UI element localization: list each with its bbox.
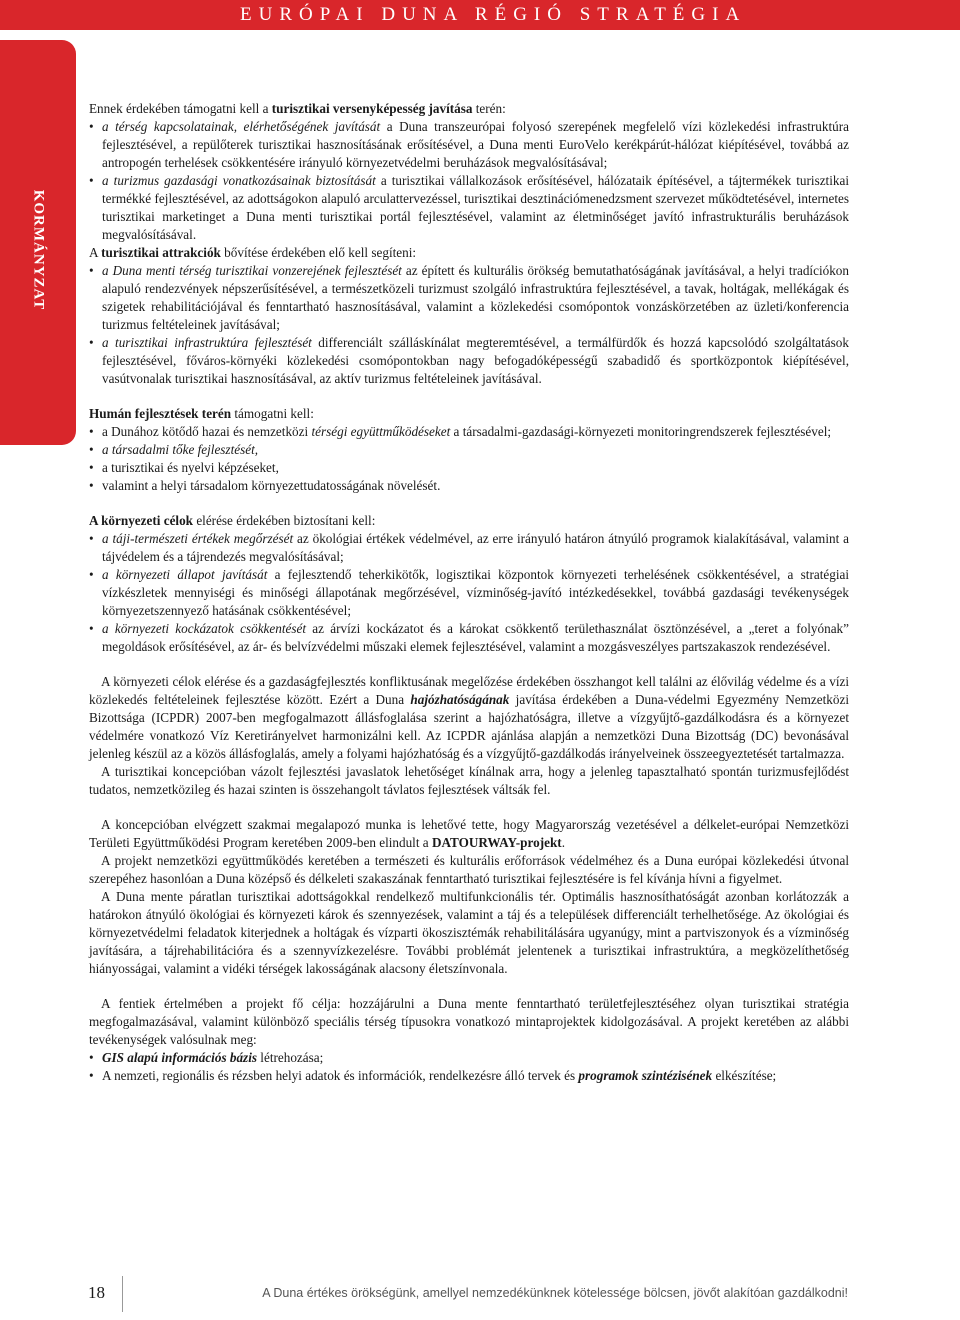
bold-italic-phrase: hajózhatóságának (410, 692, 510, 707)
list-item (89, 423, 849, 441)
text: az épített és kulturális örökség bemutathatóságának javításával, a helyi tradíciókon alapuló rendezvények népszerűsítésével, a természetközeli turizmust szolgáló infrastruktúra fejlesztésével, a tavak, holtágak, mellékágak és szigetek rehabilitációjával és fenntartható hasznosításával, valamint a közlekedési csomópontok vonzáskörzetében az üzleti/konferencia turizmus feltételeinek javításával; (102, 263, 849, 332)
spacer (89, 388, 849, 405)
text: A nemzeti, regionális és rézsben helyi adatok és információk, rendelkezésre álló tervek és (102, 1068, 579, 1083)
paragraph-attractions (89, 244, 849, 262)
page-body (89, 100, 849, 1085)
bold-phrase: A környezeti célok (89, 513, 194, 528)
italic-phrase: a turisztikai infrastruktúra fejlesztését (102, 335, 312, 350)
page-number: 18 (88, 1283, 105, 1302)
footer-tagline: A Duna értékes örökségünk, amellyel nemzedékünknek kötelessége bölcsen, jövőt alakítóan gazdálkodni! (262, 1286, 848, 1300)
bullet-list (89, 423, 849, 495)
list-item (89, 477, 849, 495)
spacer (89, 978, 849, 995)
italic-phrase: térségi együttműködéseket (311, 424, 451, 439)
paragraph-project-goal: A fentiek értelmében a projekt fő célja: hozzájárulni a Duna mente fenntartható területfejlesztéséhez olyan turisztikai stratégia megfogalmazásával, valamint különböző speciális térség típusokra vonatkozó mintaprojektek kidolgozásával. A projekt keretében az alábbi tevékenységek valósulnak meg: (89, 996, 849, 1047)
text: bővítése érdekében elő kell segíteni: (220, 245, 417, 260)
text: elkészítése; (712, 1068, 777, 1083)
paragraph-tourism-concept: A turisztikai koncepcióban vázolt fejlesztési javaslatok lehetőséget kínálnak arra, hogy a jelenleg tapasztalható spontán turizmusfejlődést tudatos, nemzetközileg és hazai szinten is összehangolt távlatos fejlesztések váltsák fel. (89, 764, 849, 797)
list-item (89, 441, 849, 459)
bullet-list (89, 1049, 849, 1085)
bullet-list (89, 530, 849, 656)
text: A koncepcióban elvégzett szakmai megalapozó munka is lehetővé tette, hogy Magyarország vezetésével a délkelet-európai Nemzetközi Területi Együttműködési Program keretében 2009-ben elindult a (89, 817, 849, 850)
italic-phrase: a környezeti kockázatok csökkentését (102, 621, 307, 636)
list-item (89, 334, 849, 388)
italic-phrase: a környezeti állapot javítását (102, 567, 268, 582)
text: a fejlesztendő teherkikötők, logisztikai központok környezeti terhelésének csökkentésével, a stratégiai vízkészletek mennyiségi és minőségi állapotának megőrzésével, vízminőség-javító intézkedésekkel, továbbá gazdasági tevékenységek környezetszennyező hatásának csökkentésével; (102, 567, 849, 618)
paragraph-datourway (89, 816, 849, 852)
text: valamint a helyi társadalom környezettudatosságának növelését. (102, 478, 441, 493)
text: javítása érdekében a Duna-védelmi Egyezmény Nemzetközi Bizottsága (ICPDR) 2007-ben megfogalmazott állásfoglalása szerint a hajózhatóságra, illetve a vízgyűjtő-gazdálkodásra és a környezet védelmére vonatkozó Víz Keretirányelvet harmonizálni kell. Az ICPDR ajánlása alapján a nemzetközi Duna Bizottság (DC) bevonásával jelenleg készül az a közös állásfoglalás, amely a folyami hajózhatóság és a vízgyűjtő-gazdálkodás irányelveinek összeegyeztetését tartalmazza. (89, 692, 849, 761)
spacer (89, 799, 849, 816)
paragraph-human-development (89, 405, 849, 423)
bold-italic-phrase: GIS alapú információs bázis (102, 1050, 257, 1065)
list-item (89, 1049, 849, 1067)
footer-divider (122, 1276, 123, 1312)
bold-italic-phrase: programok szintézisének (578, 1068, 713, 1083)
text: az ökológiai értékek védelmével, az erre irányuló határon átnyúló programok kialakításával, valamint a tájvédelem és a tájrendezés megvalósításával; (102, 531, 849, 564)
text: támogatni kell: (231, 406, 314, 421)
list-item (89, 172, 849, 244)
italic-phrase: a táji-természeti értékek megőrzését (102, 531, 294, 546)
paragraph-multifunctional-space: A Duna mente páratlan turisztikai adottságokkal rendelkező multifunkcionális tér. Optimális hasznosíthatóságát azonban korlátozzák a határokon átnyúló ökológiai és környezeti károk és szennyezések, valamint a táj és a települések differenciált terhelhetősége. Az ökológiai és környezetvédelmi feladatok kiterjednek a holtágak és vízparti ökoszisztémák rehabilitálására ugyanúgy, mint a partviszonyok és a vízminőség javítására, a tájrehabilitációra és a szennyvízkezelésre. További problémát jelentenek a turisztikai infrastruktúra, a megközelíthetőség hiányosságai, valamint a vidéki térségek lakosságának alacsony életszínvonala. (89, 889, 849, 976)
paragraph-navigability (89, 673, 849, 763)
paragraph-environmental-goals (89, 512, 849, 530)
bullet-list (89, 118, 849, 244)
text: A (89, 245, 102, 260)
text: a turisztikai vállalkozások erősítésével, hálózataik építésével, a tájtermékek turisztikai termékké fejlesztésével, az adottságokon alapuló arculattervezéssel, turisztikai desztinációmenedzsment szervezet működtetésével, internetes turisztikai marketinget a Duna menti turisztikai portál fejlesztésével, valamint az életminőséget javító infrastrukturális beruházások megvalósításával. (102, 173, 849, 242)
text: terén: (472, 101, 506, 116)
spacer (89, 656, 849, 673)
bold-phrase: turisztikai versenyképesség javítása (271, 101, 473, 116)
list-item (89, 459, 849, 477)
header-title: EURÓPAI DUNA RÉGIÓ STRATÉGIA (240, 4, 747, 25)
text: differenciált szálláskínálat megteremtésével, a termálfürdők és hozzá kapcsolódó szolgáltatások fejlesztésével, főváros-környéki közlekedési csomópontokban nagy befogadóképességű szabadidő és sportközpontok kiépítésével, vasútvonalak turisztikai hasznosításával, az aktív turizmus feltételeinek javításával. (102, 335, 849, 386)
list-item (89, 620, 849, 656)
bold-phrase: turisztikai attrakciók (101, 245, 221, 260)
text: a turisztikai és nyelvi képzéseket, (102, 460, 279, 475)
italic-phrase: a térség kapcsolatainak, elérhetőségének javítását (102, 119, 381, 134)
header-band (0, 0, 960, 30)
list-item (89, 262, 849, 334)
side-tab-label: KORMÁNYZAT (30, 189, 47, 311)
text: a Duna transzeurópai folyosó szerepének megfelelő vízi közlekedési infrastruktúra fejlesztésével, a repülőterek turisztikai hasznosításának erősítésével, a Duna menti EuroVelo kerékpárút-hálózat kiépítésével, továbbá az antropogén terhelések csökkentésére irányuló környezetvédelmi beruházások megvalósításával; (102, 119, 849, 170)
italic-phrase: a társadalmi tőke fejlesztését, (102, 442, 259, 457)
text: . (561, 835, 565, 850)
spacer (89, 495, 849, 512)
list-item (89, 530, 849, 566)
italic-phrase: a Duna menti térség turisztikai vonzerejének fejlesztését (102, 263, 402, 278)
bold-phrase: Humán fejlesztések terén (89, 406, 232, 421)
paragraph-project-cooperation: A projekt nemzetközi együttműködés keretében a természeti és kulturális erőforrások védelméhez és a Duna európai közlekedési útvonal szerepéhez hasonlóan a Duna középső és délkeleti szakaszának fenntartható turisztikai fejlesztésére is fel kívánja hívni a figyelmet. (89, 853, 849, 886)
section-side-tab (0, 40, 76, 445)
text: elérése érdekében biztosítani kell: (193, 513, 376, 528)
text: az árvízi kockázatot és a károkat csökkentő területhasználat ösztönzésével, a „teret a folyónak” megoldások erősítésével, az ár- és belvízvédelmi műszaki elemek fejlesztésével, valamint a mozgásveszélyes partszakaszok rendezésével. (102, 621, 849, 654)
list-item (89, 1067, 849, 1085)
text: a Dunához kötődő hazai és nemzetközi (102, 424, 312, 439)
list-item (89, 566, 849, 620)
list-item (89, 118, 849, 172)
text: a társadalmi-gazdasági-környezeti monitoringrendszerek fejlesztésével; (450, 424, 832, 439)
text: létrehozása; (257, 1050, 324, 1065)
paragraph-tourism-competitiveness (89, 100, 849, 118)
italic-phrase: a turizmus gazdasági vonatkozásainak biztosítását (102, 173, 376, 188)
text: Ennek érdekében támogatni kell a (89, 101, 272, 116)
bold-phrase: DATOURWAY-projekt (431, 835, 562, 850)
text: A környezeti célok elérése és a gazdaságfejlesztés konfliktusának megelőzése érdekében összhangot kell találni az élővilág védelme és a vízi közlekedés feltételeinek fejlesztése között. Ezért a Duna (89, 674, 849, 707)
bullet-list (89, 262, 849, 388)
